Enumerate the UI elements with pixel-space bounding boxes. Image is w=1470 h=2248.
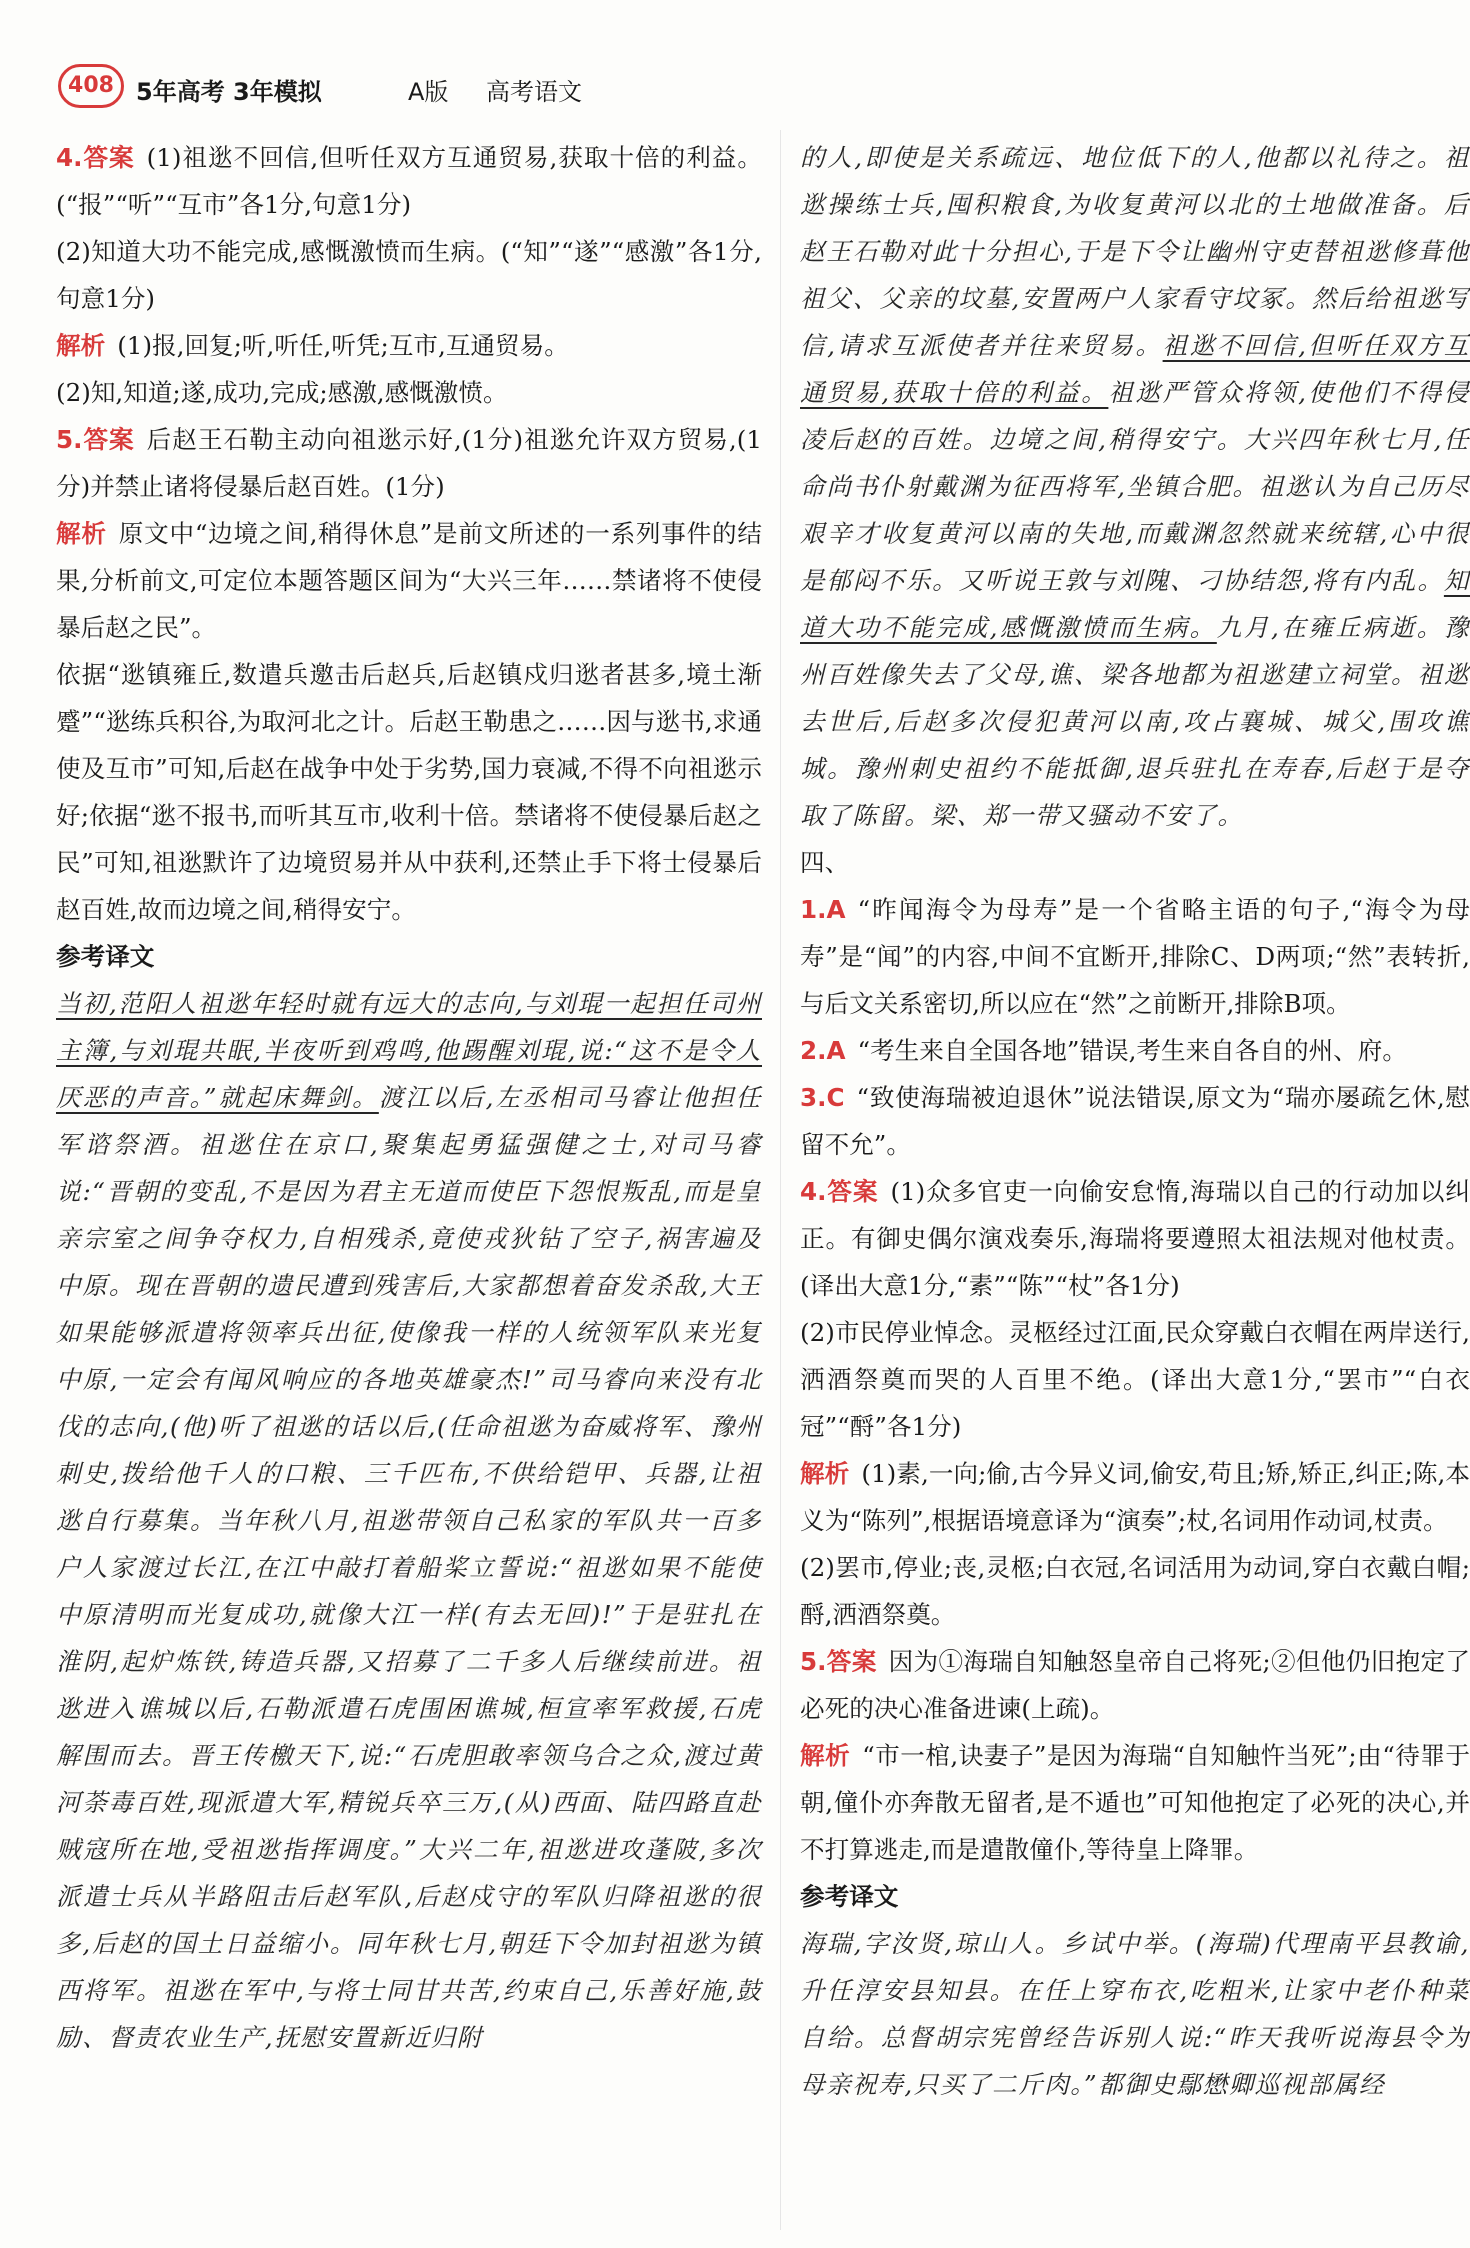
- analysis-4-part2: (2)知,知道;遂,成功,完成;感激,感慨激愤。: [56, 378, 508, 407]
- analysis-label: 解析: [800, 1741, 851, 1770]
- answer-4: 4.答案 (1)众多官吏一向偷安怠惰,海瑞以自己的行动加以纠正。有御史偶尔演戏奏乐,海瑞将要遵照太祖法规对他杖责。(译出大意1分,“素”“陈”“杖”各1分): [800, 1177, 1470, 1300]
- translation-continued: 的人,即使是关系疏远、地位低下的人,他都以礼待之。祖逖操练士兵,囤积粮食,为收复黄河以北的土地做准备。后赵王石勒对此十分担心,于是下令让幽州守吏替祖逖修葺他祖父、父亲的坟墓,安置两户人家看守坟冢。然后给祖逖写信,请求互派使者并往来贸易。祖逖不回信,但听任双方互通贸易,获取十倍的利益。祖逖严管众将领,使他们不得侵凌后赵的百姓。边境之间,稍得安宁。大兴四年秋七月,任命尚书仆射戴渊为征西将军,坐镇合肥。祖逖认为自己历尽艰辛才收复黄河以南的失地,而戴渊忽然就来统辖,心中很是郁闷不乐。又听说王敦与刘隗、刁协结怨,将有内乱。知道大功不能完成,感慨激愤而生病。九月,在雍丘病逝。豫州百姓像失去了父母,谯、梁各地都为祖逖建立祠堂。祖逖去世后,后赵多次侵犯黄河以南,攻占襄城、城父,围攻谯城。豫州刺史祖约不能抵御,退兵驻扎在寿春,后赵于是夺取了陈留。梁、郑一带又骚动不安了。: [800, 143, 1470, 830]
- answer-label: 2.A: [800, 1036, 846, 1065]
- analysis-5: 解析 “市一棺,诀妻子”是因为海瑞“自知触忤当死”;由“待罪于朝,僮仆亦奔散无留者,是不遁也”可知他抱定了必死的决心,并不打算逃走,而是遣散僮仆,等待皇上降罪。: [800, 1741, 1470, 1864]
- underlined-sentence: 当初,范阳人祖逖年轻时就有远大的志向,与刘琨一起担任司州主簿,与刘琨共眠,半夜听到鸡鸣,他踢醒刘琨,说:“这不是令人厌恶的声音。”就起床舞剑。: [56, 989, 762, 1112]
- book-title: 5年高考 3年模拟: [136, 78, 322, 106]
- analysis-4-part2: (2)罢市,停业;丧,灵柩;白衣冠,名词活用为动词,穿白衣戴白帽;酹,洒酒祭奠。: [800, 1553, 1470, 1629]
- analysis-5: 解析 原文中“边境之间,稍得休息”是前文所述的一系列事件的结果,分析前文,可定位本题答题区间为“大兴三年……禁诸将不使侵暴后赵之民”。: [56, 519, 762, 642]
- underlined-sentence: 祖逖不回信,但听任双方互通贸易,获取十倍的利益。: [800, 331, 1470, 407]
- section-four-heading: 四、: [800, 848, 850, 877]
- translation-paragraph: 当初,范阳人祖逖年轻时就有远大的志向,与刘琨一起担任司州主簿,与刘琨共眠,半夜听到鸡鸣,他踢醒刘琨,说:“这不是令人厌恶的声音。”就起床舞剑。渡江以后,左丞相司马睿让他担任军谘祭酒。祖逖住在京口,聚集起勇猛强健之士,对司马睿说:“晋朝的变乱,不是因为君主无道而使臣下怨恨叛乱,而是皇亲宗室之间争夺权力,自相残杀,竟使戎狄钻了空子,祸害遍及中原。现在晋朝的遗民遭到残害后,大家都想着奋发杀敌,大王如果能够派遣将领率兵出征,使像我一样的人统领军队来光复中原,一定会有闻风响应的各地英雄豪杰!”司马睿向来没有北伐的志向,(他)听了祖逖的话以后,(任命祖逖为奋威将军、豫州刺史,拨给他千人的口粮、三千匹布,不供给铠甲、兵器,让祖逖自行募集。当年秋八月,祖逖带领自己私家的军队共一百多户人家渡过长江,在江中敲打着船桨立誓说:“祖逖如果不能使中原清明而光复成功,就像大江一样(有去无回)!”于是驻扎在淮阴,起炉炼铁,铸造兵器,又招募了二千多人后继续前进。祖逖进入谯城以后,石勒派遣石虎围困谯城,桓宣率军救援,石虎解围而去。晋王传檄天下,说:“石虎胆敢率领乌合之众,渡过黄河荼毒百姓,现派遣大军,精锐兵卒三万,(从)西面、陆四路直赴贼寇所在地,受祖逖指挥调度。”大兴二年,祖逖进攻蓬陂,多次派遣士兵从半路阻击后赵军队,后赵戍守的军队归降祖逖的很多,后赵的国土日益缩小。同年秋七月,朝廷下令加封祖逖为镇西将军。祖逖在军中,与将士同甘共苦,约束自己,乐善好施,鼓励、督责农业生产,抚慰安置新近归附: [56, 989, 762, 2052]
- answer-label: 4.答案: [800, 1177, 879, 1206]
- right-column: [800, 134, 1470, 2108]
- analysis-4: 解析 (1)报,回复;听,听任,听凭;互市,互通贸易。: [56, 331, 569, 360]
- page-header: [58, 64, 1458, 114]
- answer-5: 5.答案 后赵王石勒主动向祖逖示好,(1分)祖逖允许双方贸易,(1分)并禁止诸将侵暴后赵百姓。(1分): [56, 425, 762, 501]
- column-divider: [780, 130, 781, 2230]
- answer-label: 1.A: [800, 895, 846, 924]
- answer-3: 3.C “致使海瑞被迫退休”说法错误,原文为“瑞亦屡疏乞休,慰留不允”。: [800, 1083, 1470, 1159]
- answer-4-part2: (2)市民停业悼念。灵柩经过江面,民众穿戴白衣帽在两岸送行,洒酒祭奠而哭的人百里不绝。(译出大意1分,“罢市”“白衣冠”“酹”各1分): [800, 1318, 1470, 1441]
- left-column: [56, 134, 762, 2061]
- answer-2: 2.A “考生来自全国各地”错误,考生来自各自的州、府。: [800, 1036, 1407, 1065]
- answer-1: 1.A “昨闻海令为母寿”是一个省略主语的句子,“海令为母寿”是“闻”的内容,中间不宜断开,排除C、D两项;“然”表转折,与后文关系密切,所以应在“然”之前断开,排除B项。: [800, 895, 1470, 1018]
- book-version: A版: [408, 78, 449, 106]
- analysis-label: 解析: [800, 1459, 850, 1488]
- answer-4: 4.答案 (1)祖逖不回信,但听任双方互通贸易,获取十倍的利益。(“报”“听”“互市”各1分,句意1分): [56, 143, 762, 219]
- analysis-label: 解析: [56, 331, 106, 360]
- answer-4-part2: (2)知道大功不能完成,感慨激愤而生病。(“知”“遂”“感激”各1分,句意1分): [56, 237, 762, 313]
- page-number-badge: 408: [58, 64, 124, 108]
- analysis-5-part2: 依据“逖镇雍丘,数遣兵邀击后赵兵,后赵镇戍归逖者甚多,境土渐蹙”“逖练兵积谷,为取河北之计。后赵王勒患之……因与逖书,求通使及互市”可知,后赵在战争中处于劣势,国力衰减,不得不向祖逖示好;依据“逖不报书,而听其互市,收利十倍。禁诸将不使侵暴后赵之民”可知,祖逖默许了边境贸易并从中获利,还禁止手下将士侵暴后赵百姓,故而边境之间,稍得安宁。: [56, 660, 762, 924]
- answer-label: 5.答案: [800, 1647, 877, 1676]
- analysis-4: 解析 (1)素,一向;偷,古今异义词,偷安,苟且;矫,矫正,纠正;陈,本义为“陈列”,根据语境意译为“演奏”;杖,名词用作动词,杖责。: [800, 1459, 1470, 1535]
- analysis-label: 解析: [56, 519, 107, 548]
- reference-translation-title: 参考译文: [800, 1882, 899, 1911]
- answer-label: 4.答案: [56, 143, 135, 172]
- translation-paragraph: 海瑞,字汝贤,琼山人。乡试中举。(海瑞)代理南平县教谕,升任淳安县知县。在任上穿布衣,吃粗米,让家中老仆种菜自给。总督胡宗宪曾经告诉别人说:“昨天我听说海县令为母亲祝寿,只买了二斤肉。”都御史鄢懋卿巡视部属经: [800, 1929, 1470, 2099]
- answer-5: 5.答案 因为①海瑞自知触怒皇帝自己将死;②但他仍旧抱定了必死的决心准备进谏(上疏)。: [800, 1647, 1470, 1723]
- underlined-sentence: 知道大功不能完成,感慨激愤而生病。: [800, 566, 1470, 642]
- answer-label: 5.答案: [56, 425, 135, 454]
- book-subject: 高考语文: [486, 78, 582, 106]
- reference-translation-title: 参考译文: [56, 942, 155, 971]
- answer-label: 3.C: [800, 1083, 845, 1112]
